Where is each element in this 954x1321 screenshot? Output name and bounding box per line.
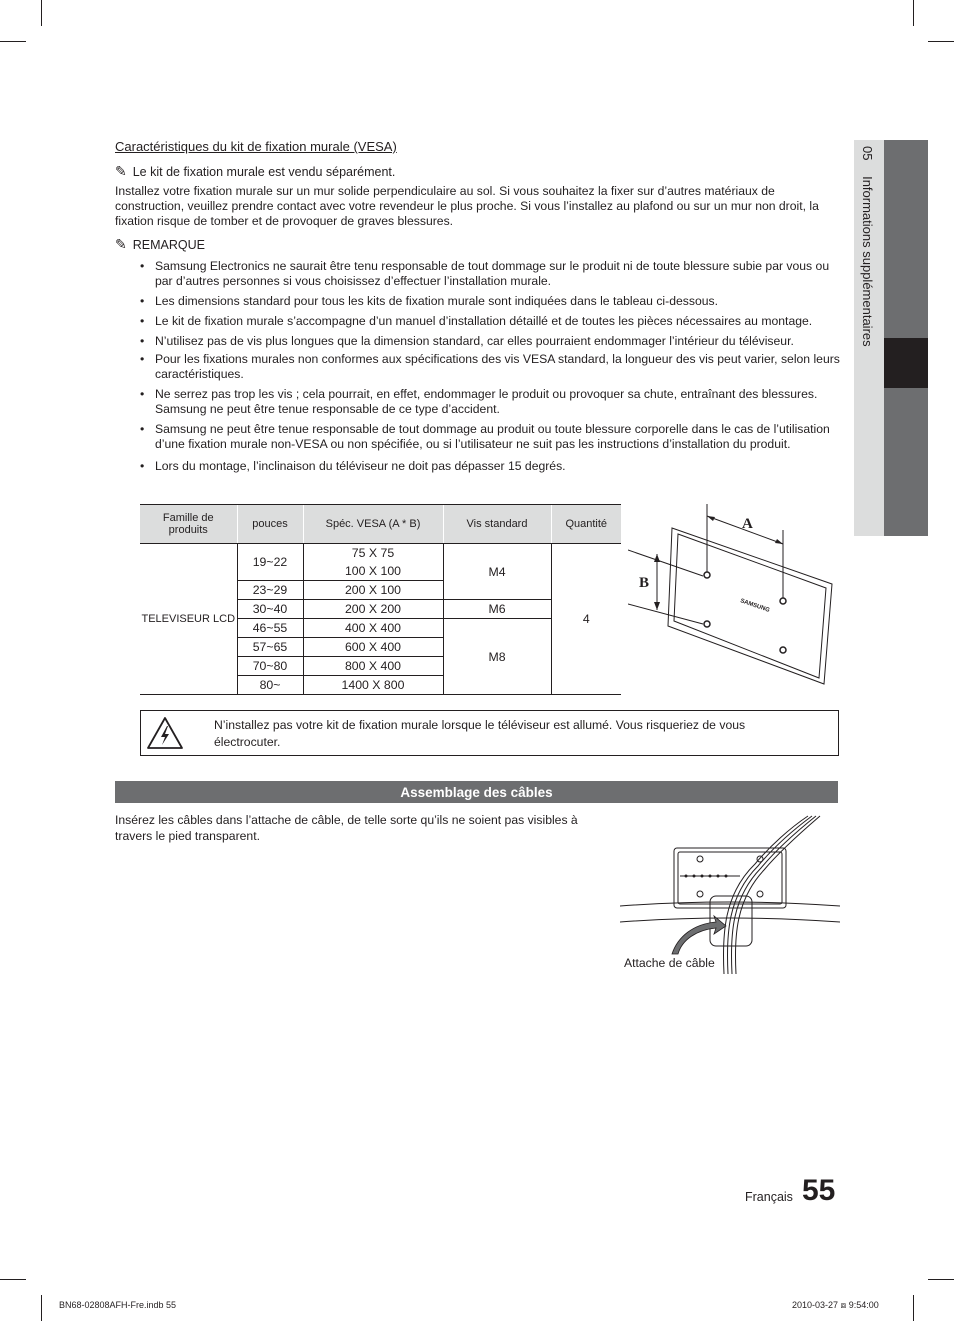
mount-hole [780, 598, 786, 604]
tv-back-diagram [628, 504, 834, 688]
column-header: pouces [237, 505, 303, 544]
bullet: • [140, 459, 145, 473]
arrow-head [654, 554, 660, 562]
inches-cell: 30~40 [237, 600, 303, 619]
arrow-head [707, 516, 715, 521]
list-item [140, 459, 840, 474]
assembly-paragraph: Insérez les câbles dans l’attache de câble, de telle sorte qu’ils ne soient pas visibles à travers le pied transparent. [115, 813, 578, 843]
footer-date: 2010-03-27 ⧈ 9:54:00 [792, 1300, 879, 1310]
arrow-head [775, 539, 783, 544]
section-title: Caractéristiques du kit de fixation murale (VESA) [115, 139, 397, 154]
bullet: • [140, 314, 145, 328]
page-number: 55 [802, 1174, 836, 1207]
list-item [140, 334, 840, 349]
vesa-cell: 1400 X 800 [303, 676, 443, 695]
column-header: Famille de produits [140, 505, 237, 544]
crop-mark [928, 1279, 954, 1280]
vesa-cell: 200 X 200 [303, 600, 443, 619]
pencil-icon: ✎ [115, 236, 127, 252]
intro-paragraph: Installez votre fixation murale sur un mur solide perpendiculaire au sol. Si vous souhaitez la fixer sur d’autres matériaux de construction, veuillez prendre contact avec votre revendeur le plus proche. Si vous l’installez au plafond ou sur un mur non droit, la fixation risque de tomber et de provoquer de graves blessures. [115, 184, 819, 228]
list-item-text: N’utilisez pas de vis plus longues que la dimension standard, car elles pourraient endommager l’intérieur du téléviseur. [155, 334, 794, 348]
chapter-side-tab [854, 140, 928, 536]
arrow-head [654, 602, 660, 610]
inches-cell: 23~29 [237, 581, 303, 600]
cable [723, 816, 808, 974]
vesa-cell: 200 X 100 [303, 581, 443, 600]
vesa-value: 100 X 100 [344, 564, 402, 578]
inches-cell: 57~65 [237, 638, 303, 657]
cable [731, 816, 816, 974]
bullet: • [140, 294, 145, 308]
cable [727, 816, 812, 974]
list-item-text: Ne serrez pas trop les vis ; cela pourrait, en effet, endommager le produit ou provoquer sa chute, entraînant des blessures. Samsung ne peut être tenue responsable de ce type d’accident. [155, 387, 818, 416]
bullet: • [140, 387, 145, 401]
mount-hole [780, 647, 786, 653]
bullet: • [140, 422, 145, 436]
dimension-guide [628, 550, 703, 576]
crop-mark [928, 41, 954, 42]
dimension-guide [628, 604, 703, 624]
electric-warning-icon [146, 716, 184, 750]
side-tab-dark [884, 140, 928, 338]
note-sold-separately [115, 163, 395, 180]
bullet: • [140, 334, 145, 348]
list-item [140, 387, 840, 417]
list-item-text: Samsung Electronics ne saurait être tenu responsable de tout dommage sur le produit ni de toute blessure subie par vous ou par d’autres personnes si vous choisissez d’effectuer l’installation murale. [155, 259, 830, 288]
list-item-text: Le kit de fixation murale s’accompagne d’un manuel d’installation détaillé et de toutes les pièces nécessaires au montage. [155, 314, 813, 328]
inches-cell: 19~22 [237, 544, 303, 581]
note-text: Le kit de fixation murale est vendu séparément. [132, 165, 396, 179]
footer-file-name: BN68-02808AFH-Fre.indb 55 [59, 1300, 177, 1310]
crop-mark [41, 0, 42, 26]
bullet: • [140, 259, 145, 273]
list-item-text: Lors du montage, l’inclinaison du téléviseur ne doit pas dépasser 15 degrés. [155, 459, 566, 473]
side-tab-dark [884, 388, 928, 536]
warning-box [140, 710, 839, 756]
brand-logo: SAMSUNG [739, 598, 771, 614]
list-item-text: Samsung ne peut être tenue responsable de tout dommage au produit ou toute blessure corporelle dans le cas de l’utilisation d’une fixation murale non-VESA ou non spécifiée, ou si l’utilisateur ne suit pas les instructions d’installation du produit. [155, 422, 830, 451]
inches-cell: 80~ [237, 676, 303, 695]
list-item-text: Pour les fixations murales non conformes aux spécifications des vis VESA standard, la longueur des vis peut varier, selon leurs caractéristiques. [155, 352, 840, 381]
list-item [140, 259, 840, 289]
side-tab-label [860, 146, 875, 347]
screw-cell: M8 [443, 619, 551, 695]
vesa-cell [303, 544, 443, 581]
vesa-value: 75 X 75 [351, 546, 395, 560]
list-item [140, 294, 840, 309]
crop-mark [913, 1295, 914, 1321]
remarks-list [140, 259, 840, 479]
curved-arrow-icon [672, 916, 726, 954]
inches-cell: 46~55 [237, 619, 303, 638]
bullet: • [140, 352, 145, 366]
pencil-icon: ✎ [115, 163, 127, 179]
vesa-spec-table [140, 504, 621, 695]
screw-cell: M6 [443, 600, 551, 619]
mount-hole [704, 621, 710, 627]
dimension-a-label: A [742, 516, 753, 532]
footer-language: Français [745, 1190, 793, 1204]
vesa-cell: 400 X 400 [303, 619, 443, 638]
mount-hole [704, 572, 710, 578]
side-tab-active [884, 338, 928, 388]
column-header: Vis standard [443, 505, 551, 544]
column-header: Spéc. VESA (A * B) [303, 505, 443, 544]
inches-cell: 70~80 [237, 657, 303, 676]
crop-mark [913, 0, 914, 26]
list-item [140, 422, 840, 452]
crop-mark [41, 1295, 42, 1321]
remark-label: REMARQUE [132, 238, 205, 252]
quantity-cell: 4 [551, 544, 621, 695]
family-cell: TELEVISEUR LCD [140, 544, 237, 695]
assembly-section-title: Assemblage des câbles [115, 781, 838, 803]
crop-mark [0, 41, 26, 42]
list-item [140, 352, 840, 382]
screw-cell: M4 [443, 544, 551, 600]
cable-clip-label: Attache de câble [624, 956, 715, 970]
chapter-title: Informations supplémentaires [860, 176, 875, 347]
list-item-text: Les dimensions standard pour tous les kits de fixation murale sont indiquées dans le tableau ci-dessous. [155, 294, 718, 308]
stand-back-panel [674, 848, 786, 908]
vesa-cell: 800 X 400 [303, 657, 443, 676]
chapter-number: 05 [860, 146, 875, 161]
table-row [140, 544, 621, 581]
column-header: Quantité [551, 505, 621, 544]
crop-mark [0, 1279, 26, 1280]
table-header-row [140, 505, 621, 544]
list-item [140, 314, 840, 329]
vesa-cell: 600 X 400 [303, 638, 443, 657]
cable-stand-diagram [620, 814, 840, 976]
dimension-b-label: B [639, 575, 650, 591]
remark-heading [115, 236, 205, 253]
warning-text: N’installez pas votre kit de fixation murale lorsque le téléviseur est allumé. Vous risqueriez de vous électrocuter. [214, 718, 746, 749]
